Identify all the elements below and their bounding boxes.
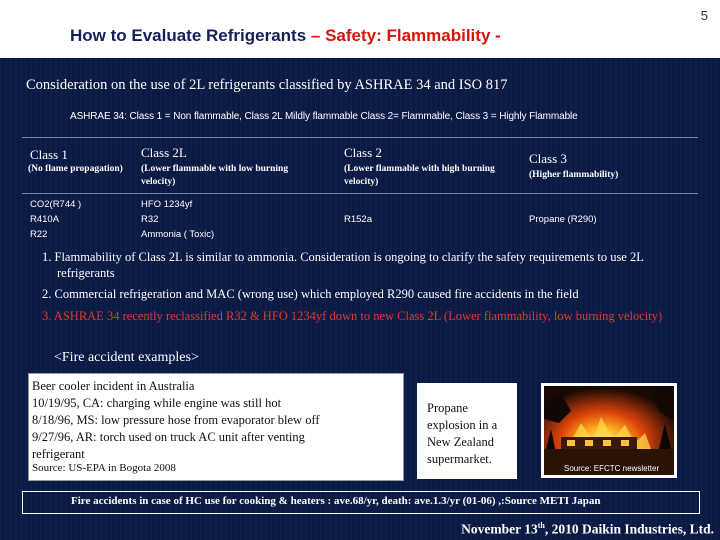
table-mid-rule: [22, 193, 698, 194]
class3-header: Class 3: [529, 151, 567, 166]
class1-example-3: R22: [30, 229, 48, 240]
class3-desc: (Higher flammability): [529, 170, 619, 180]
date-rest: , 2010 Daikin Industries, Ltd.: [544, 521, 714, 537]
incident-line-3: 8/18/96, MS: low pressure hose from evaporator blew off: [32, 413, 320, 427]
photo-source: Source: EFCTC newsletter: [564, 464, 660, 473]
notes-list: [42, 250, 682, 330]
class2l-example-1: HFO 1234yf: [141, 199, 193, 210]
title-main: How to Evaluate Refrigerants: [70, 26, 307, 45]
note-3: 3. ASHRAE 34 recently reclassified R32 & HFO 1234yf down to new Class 2L (Lower flammability, low burning velocity): [42, 308, 663, 323]
class2-example-1: R152a: [344, 214, 372, 225]
note-2: 2. Commercial refrigeration and MAC (wrong use) which employed R290 caused fire accidents in the field: [42, 287, 579, 301]
slide-header: [0, 0, 720, 58]
class2l-desc: (Lower flammable with low burning velocity): [141, 164, 289, 187]
intro-text: Consideration on the use of 2L refrigerants classified by ASHRAE 34 and ISO 817: [26, 77, 508, 93]
footer-note: Fire accidents in case of HC use for cooking & heaters : ave.68/yr, death: ave.1.3/yr (01-06) ,:Source METI Japan: [71, 495, 601, 507]
fire-photo: [541, 383, 677, 478]
class2l-example-3: Ammonia ( Toxic): [141, 229, 215, 240]
class1-header: Class 1: [30, 147, 68, 162]
propane-box: [417, 383, 517, 479]
propane-text: Propane explosion in a New Zealand supermarket.: [427, 401, 498, 466]
slide-title: [70, 26, 501, 46]
class1-desc: (No flame propagation): [28, 164, 123, 174]
incident-box: [28, 373, 404, 481]
examples-title: <Fire accident examples>: [54, 350, 199, 365]
title-highlight: – Safety: Flammability -: [306, 26, 501, 45]
class2-header: Class 2: [344, 145, 382, 160]
ashrae-classes-line: ASHRAE 34: Class 1 = Non flammable, Class 2L Mildly flammable Class 2= Flammable, Class 3 = Highly Flammable: [70, 111, 578, 122]
incident-line-2: 10/19/95, CA: charging while engine was still hot: [32, 396, 282, 410]
note-1: 1. Flammability of Class 2L is similar to ammonia. Consideration is ongoing to clarify the safety requirements to use 2L refrigerants: [42, 250, 644, 280]
class1-example-2: R410A: [30, 214, 60, 225]
footer-band: [22, 491, 700, 514]
class3-example-1: Propane (R290): [529, 214, 597, 225]
page-number: 5: [700, 8, 708, 23]
date-suffix: th: [537, 521, 545, 530]
date-prefix: November 13: [461, 521, 538, 537]
table-top-rule: [22, 137, 698, 138]
incident-line-1: Beer cooler incident in Australia: [32, 379, 195, 393]
class1-example-1: CO2(R744 ): [30, 199, 82, 210]
class2l-header: Class 2L: [141, 145, 187, 160]
incident-source: Source: US-EPA in Bogota 2008: [32, 462, 176, 474]
incident-line-5: refrigerant: [32, 447, 85, 461]
date-line: [461, 521, 714, 538]
incident-line-4: 9/27/96, AR: torch used on truck AC unit after venting: [32, 430, 305, 444]
class2l-example-2: R32: [141, 214, 159, 225]
class2-desc: (Lower flammable with high burning velocity): [344, 164, 495, 187]
